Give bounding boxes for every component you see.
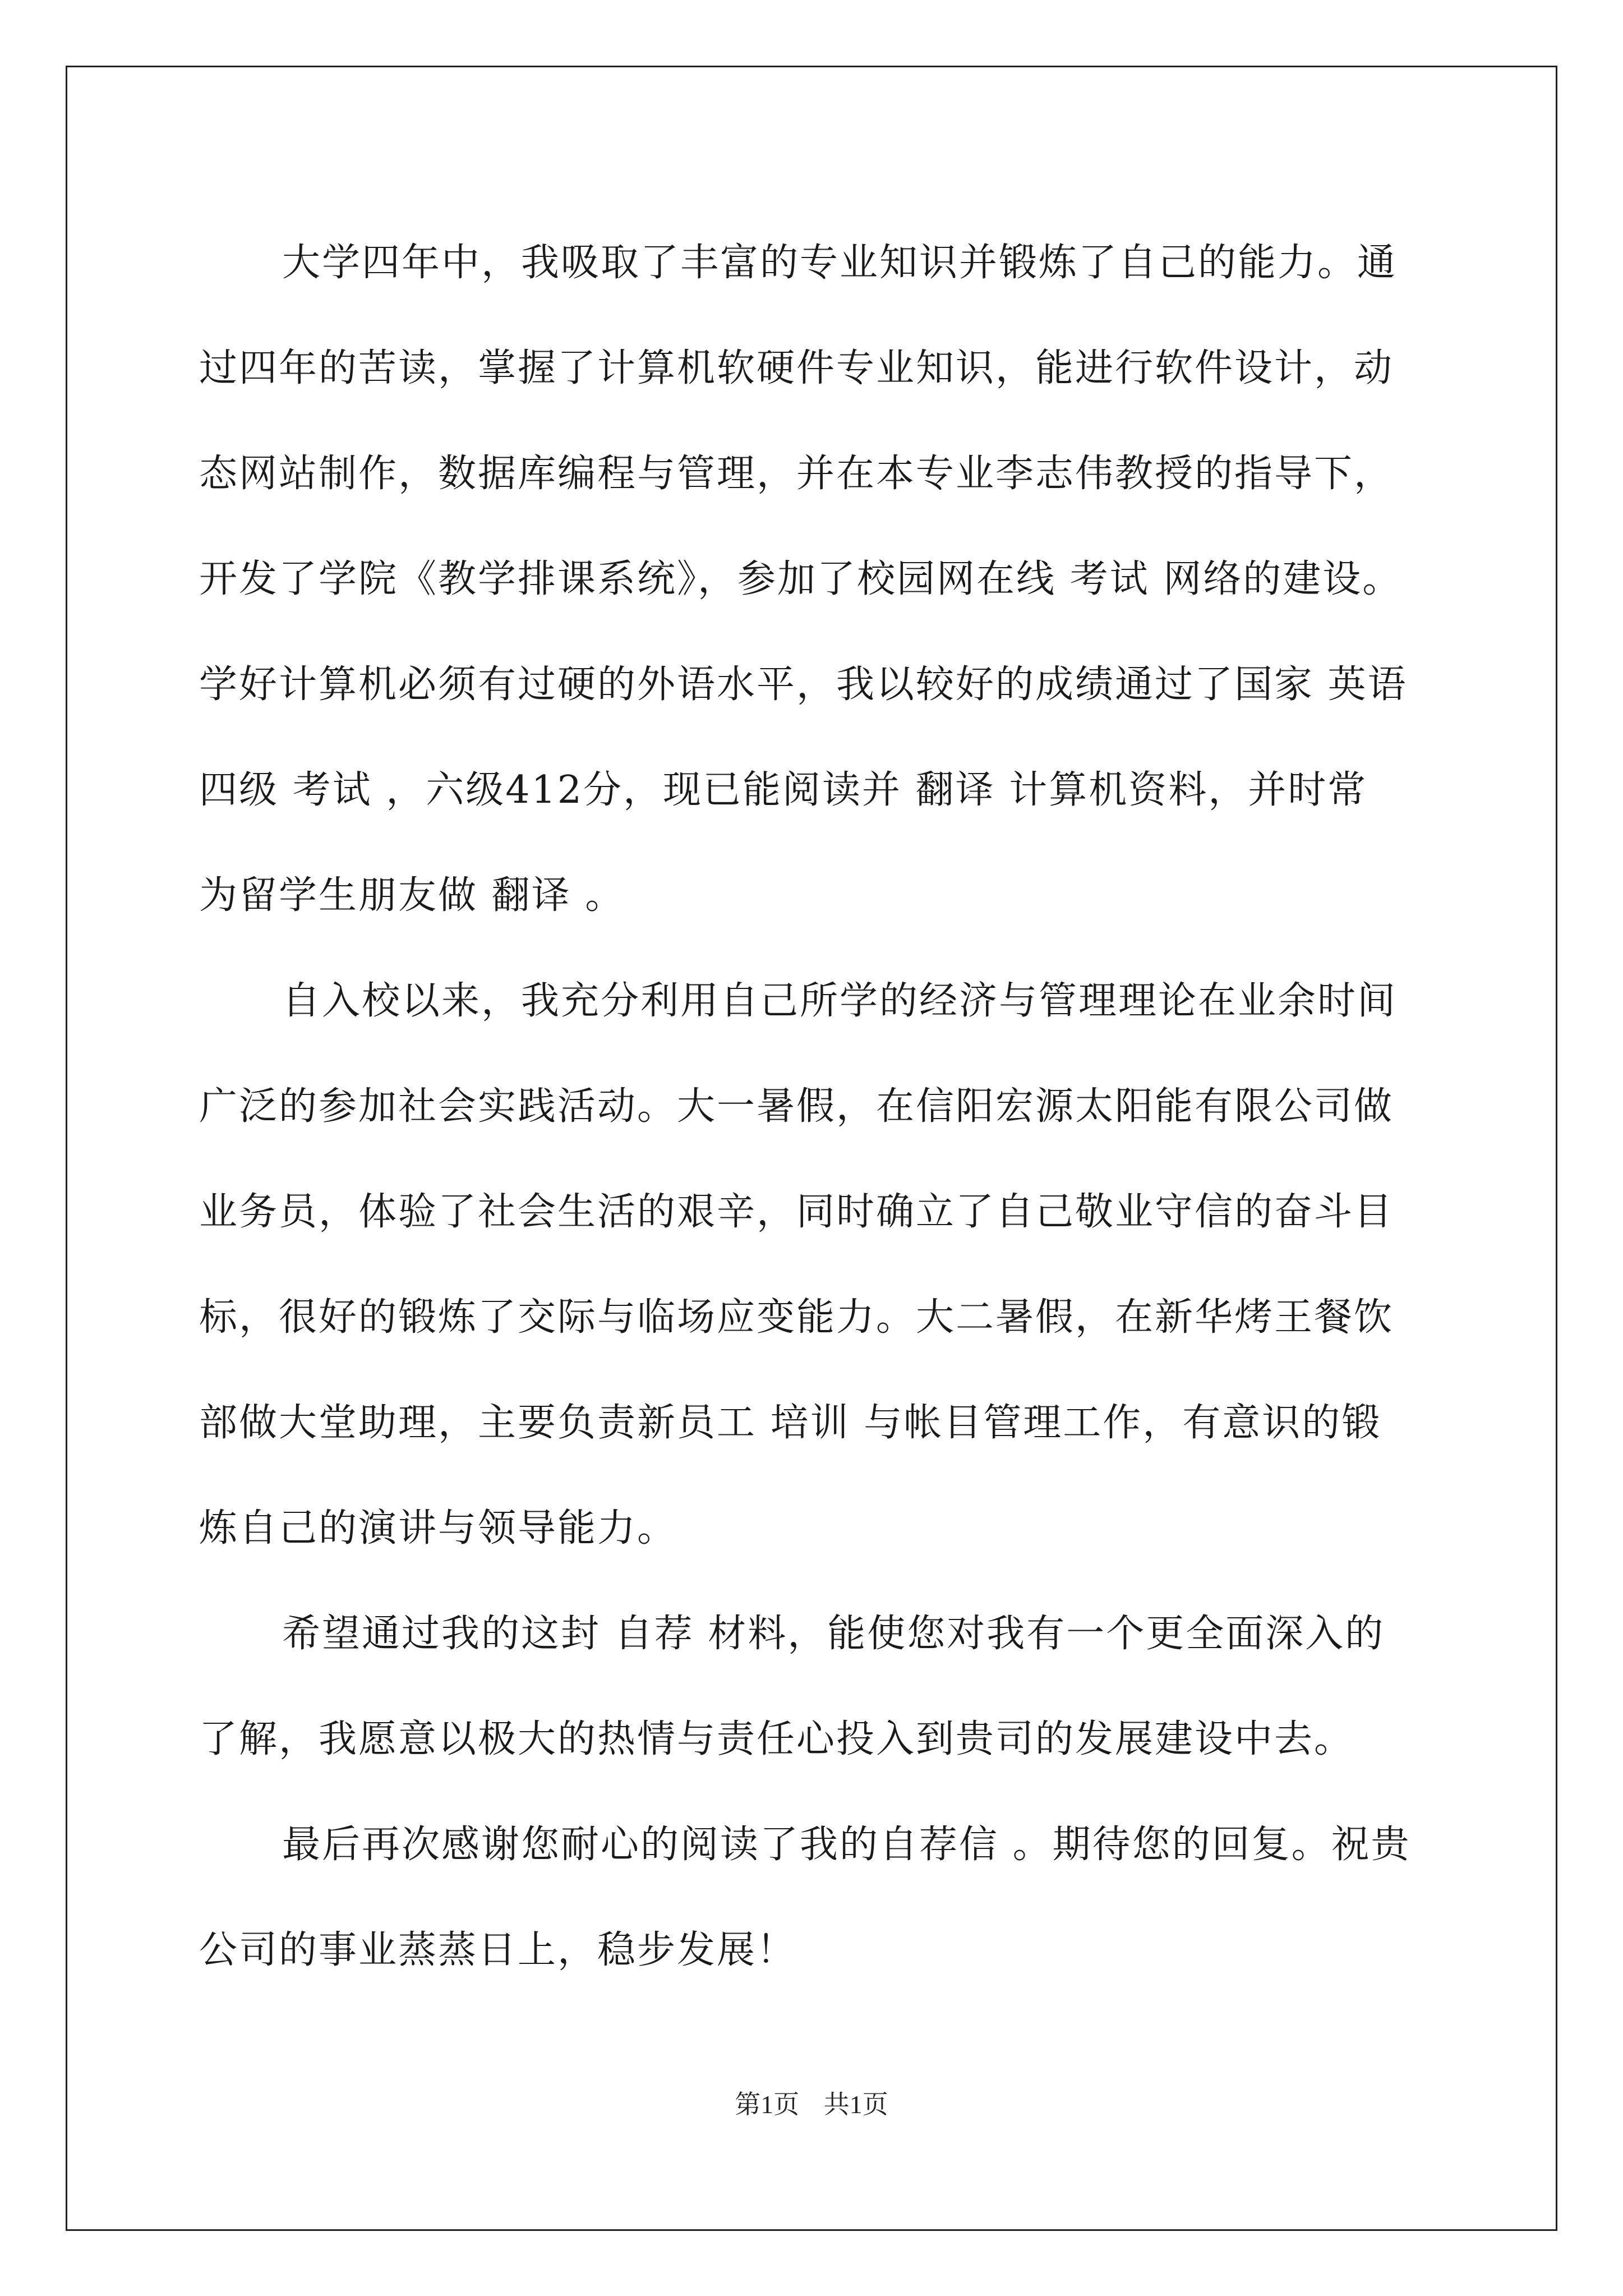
text-line: 四级 考试 ，六级412分，现已能阅读并 翻译 计算机资料，并时常 — [199, 768, 1368, 812]
text-line: 最后再次感谢您耐心的阅读了我的自荐信 。期待您的回复。祝贵 — [282, 1823, 1411, 1867]
text-line: 炼自己的演讲与领导能力。 — [199, 1506, 677, 1550]
text-line: 了解，我愿意以极大的热情与责任心投入到贵司的发展建设中去。 — [199, 1717, 1354, 1761]
page-footer — [0, 2084, 1623, 2121]
text-line: 部做大堂助理，主要负责新员工 培训 与帐目管理工作，有意识的锻 — [199, 1401, 1382, 1445]
text-line: 大学四年中，我吸取了丰富的专业知识并锻炼了自己的能力。通 — [282, 241, 1398, 285]
text-line: 开发了学院《教学排课系统》，参加了校园网在线 考试 网络的建设。 — [199, 557, 1403, 601]
text-line: 过四年的苦读，掌握了计算机软硬件专业知识，能进行软件设计，动 — [199, 346, 1394, 390]
text-line: 态网站制作，数据库编程与管理，并在本专业李志伟教授的指导下， — [199, 452, 1394, 496]
letter-body — [199, 210, 1433, 2003]
text-line: 业务员，体验了社会生活的艰辛，同时确立了自己敬业守信的奋斗目 — [199, 1190, 1394, 1234]
page-number-current: 第1页 — [735, 2090, 800, 2119]
text-line: 学好计算机必须有过硬的外语水平，我以较好的成绩通过了国家 英语 — [199, 662, 1408, 707]
text-line: 为留学生朋友做 翻译 。 — [199, 873, 625, 918]
text-line: 公司的事业蒸蒸日上，稳步发展！ — [199, 1928, 797, 1972]
text-line: 自入校以来，我充分利用自己所学的经济与管理理论在业余时间 — [282, 979, 1398, 1023]
text-line: 希望通过我的这封 自荐 材料，能使您对我有一个更全面深入的 — [282, 1612, 1385, 1656]
page-number-total: 共1页 — [823, 2090, 888, 2119]
text-line: 标，很好的锻炼了交际与临场应变能力。大二暑假，在新华烤王餐饮 — [199, 1295, 1394, 1340]
text-line: 广泛的参加社会实践活动。大一暑假，在信阳宏源太阳能有限公司做 — [199, 1084, 1394, 1129]
